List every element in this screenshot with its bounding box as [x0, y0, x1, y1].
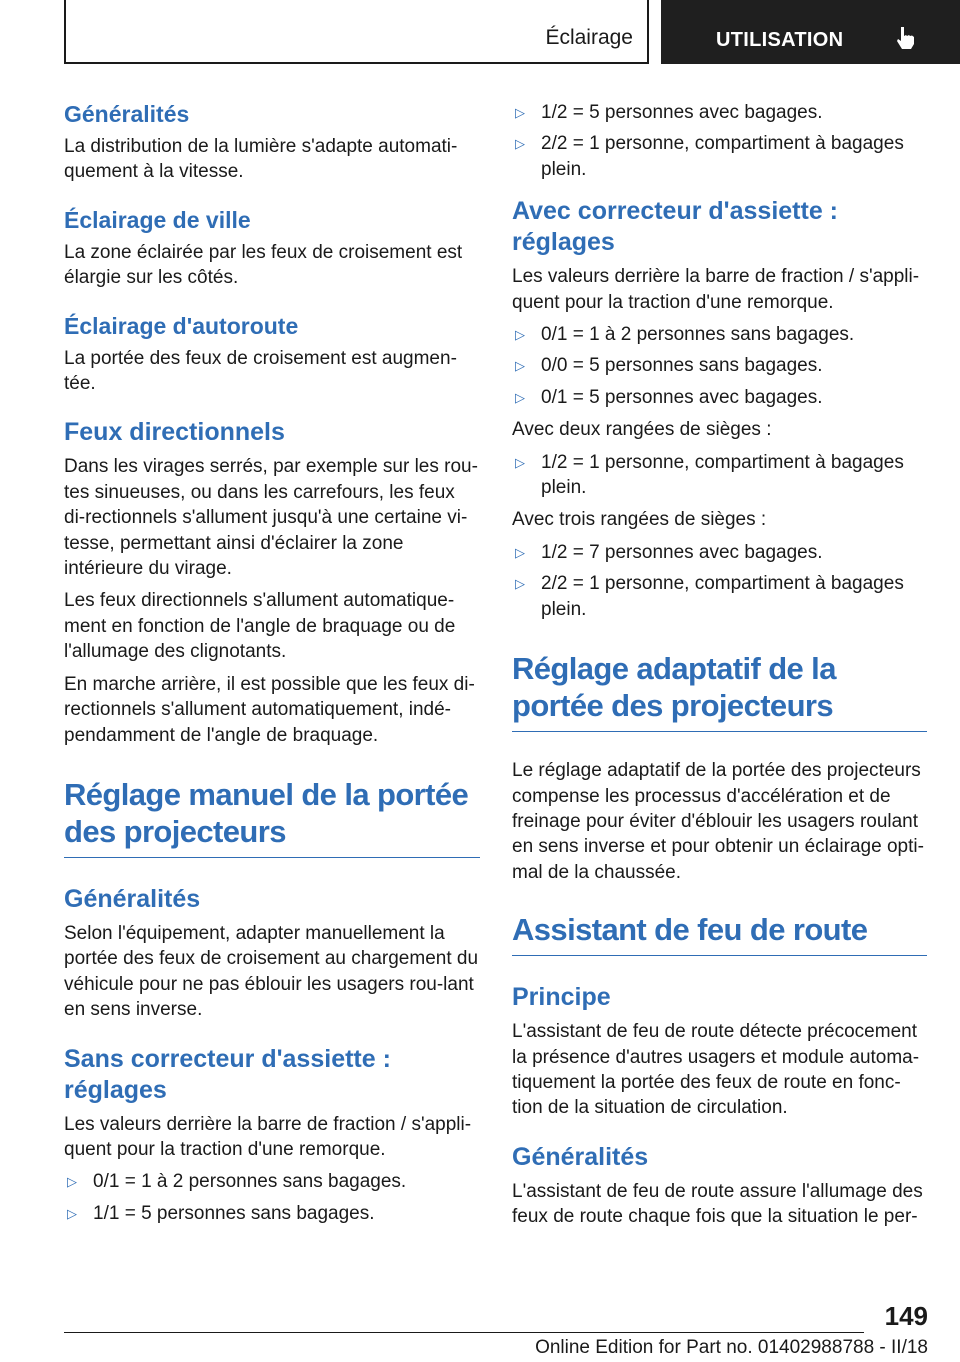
paragraph: Les valeurs derrière la barre de fraction / s'appli-quent pour la traction d'une remorque.	[64, 1113, 472, 1160]
section-title: Éclairage	[545, 26, 633, 49]
triangle-bullet-icon: ▷	[67, 1205, 77, 1221]
paragraph: Avec deux rangées de sièges :	[512, 419, 772, 441]
paragraph: Les feux directionnels s'allument automatique-ment en fonction de l'angle de braquage ou de l'allumage des clignotants.	[64, 590, 456, 663]
heading-generalites: Généralités	[512, 1142, 649, 1171]
edition-note: Online Edition for Part no. 01402988788 - II/18	[535, 1337, 928, 1358]
list-item: ▷ 0/1 = 5 personnes avec bagages.	[512, 385, 927, 410]
heading-eclairage-ville: Éclairage de ville	[64, 206, 251, 233]
triangle-bullet-icon: ▷	[515, 358, 525, 374]
paragraph: Selon l'équipement, adapter manuellement la portée des feux de croisement au chargement du véhicule pour ne pas éblouir les usagers rou-lant en sens inverse.	[64, 922, 479, 1021]
list-item: ▷ 1/2 = 7 personnes avec bagages.	[512, 540, 927, 565]
hand-pointer-icon	[893, 25, 919, 51]
heading-feux-directionnels: Feux directionnels	[64, 418, 285, 447]
triangle-bullet-icon: ▷	[515, 576, 525, 592]
page-number: 149	[884, 1301, 928, 1331]
heading-reglage-manuel: Réglage manuel de la portée des projecteurs	[64, 776, 469, 849]
list-item: ▷ 2/2 = 1 personne, compartiment à bagages plein.	[515, 133, 904, 180]
list-item: ▷ 0/1 = 1 à 2 personnes sans bagages.	[64, 1169, 480, 1194]
paragraph: La zone éclairée par les feux de croisement est élargie sur les côtés.	[64, 241, 463, 289]
list-item: ▷ 0/0 = 5 personnes sans bagages.	[512, 353, 927, 378]
bullet-list	[512, 100, 927, 182]
heading-eclairage-autoroute: Éclairage d'autoroute	[64, 312, 299, 339]
bullet-list	[512, 450, 927, 501]
chapter-tab	[661, 0, 960, 64]
paragraph: L'assistant de feu de route détecte précocement la présence d'autres usagers et module automa-tiquement la portée des feux de route en fonc-tion de la situation de circulation.	[512, 1021, 920, 1119]
triangle-bullet-icon: ▷	[515, 327, 525, 343]
paragraph: Avec trois rangées de sièges :	[512, 509, 767, 531]
list-item: ▷ 2/2 = 1 personne, compartiment à bagages plein.	[515, 573, 904, 620]
paragraph: La portée des feux de croisement est augmen-tée.	[64, 347, 457, 395]
heading-sans-correcteur: Sans correcteur d'assiette : réglages	[64, 1044, 391, 1104]
triangle-bullet-icon: ▷	[515, 105, 525, 120]
triangle-bullet-icon: ▷	[515, 136, 525, 152]
list-item: ▷ 1/2 = 1 personne, compartiment à bagages plein.	[515, 451, 904, 499]
heading-reglage-adaptatif: Réglage adaptatif de la portée des projecteurs	[512, 651, 836, 724]
right-column	[512, 100, 927, 1251]
list-item: ▷ 1/2 = 5 personnes avec bagages.	[512, 100, 927, 125]
paragraph: Le réglage adaptatif de la portée des projecteurs compense les processus d'accélération et de freinage pour éviter d'éblouir les usagers roulant en sens inverse et pour obtenir un éclairage opti-mal de la chaussée.	[512, 760, 924, 883]
bullet-list	[64, 1169, 480, 1226]
paragraph: La distribution de la lumière s'adapte automati-quement à la vitesse.	[64, 136, 458, 183]
bullet-list	[512, 322, 927, 410]
bullet-list	[512, 540, 927, 622]
left-column	[64, 100, 480, 1247]
paragraph: Dans les virages serrés, par exemple sur les rou-tes sinueuses, ou dans les carrefours, les feux di-rectionnels s'allument jusqu'à une certaine vi-tesse, permettant ainsi d'éclairer la zone intérieure du virage.	[64, 456, 478, 580]
triangle-bullet-icon: ▷	[515, 544, 525, 560]
list-item: ▷ 1/1 = 5 personnes sans bagages.	[64, 1201, 480, 1226]
header-section-box	[64, 0, 649, 64]
list-item: ▷ 0/1 = 1 à 2 personnes sans bagages.	[512, 322, 927, 347]
paragraph: L'assistant de feu de route assure l'allumage des feux de route chaque fois que la situation le per-	[512, 1180, 923, 1228]
triangle-bullet-icon: ▷	[515, 454, 525, 470]
heading-principe: Principe	[512, 983, 611, 1012]
heading-generalites: Généralités	[64, 101, 190, 127]
paragraph: Les valeurs derrière la barre de fraction / s'appli-quent pour la traction d'une remorque.	[512, 266, 920, 313]
chapter-title: UTILISATION	[716, 29, 844, 51]
triangle-bullet-icon: ▷	[515, 389, 525, 405]
heading-generalites: Généralités	[64, 884, 201, 913]
footer-divider	[64, 1332, 864, 1333]
triangle-bullet-icon: ▷	[67, 1174, 77, 1190]
heading-avec-correcteur: Avec correcteur d'assiette : réglages	[512, 197, 839, 257]
paragraph: En marche arrière, il est possible que les feux di-rectionnels s'allument automatiquement, indé-pendamment de l'angle de braquage.	[64, 673, 475, 746]
heading-assistant-feu-de-route: Assistant de feu de route	[512, 912, 868, 948]
